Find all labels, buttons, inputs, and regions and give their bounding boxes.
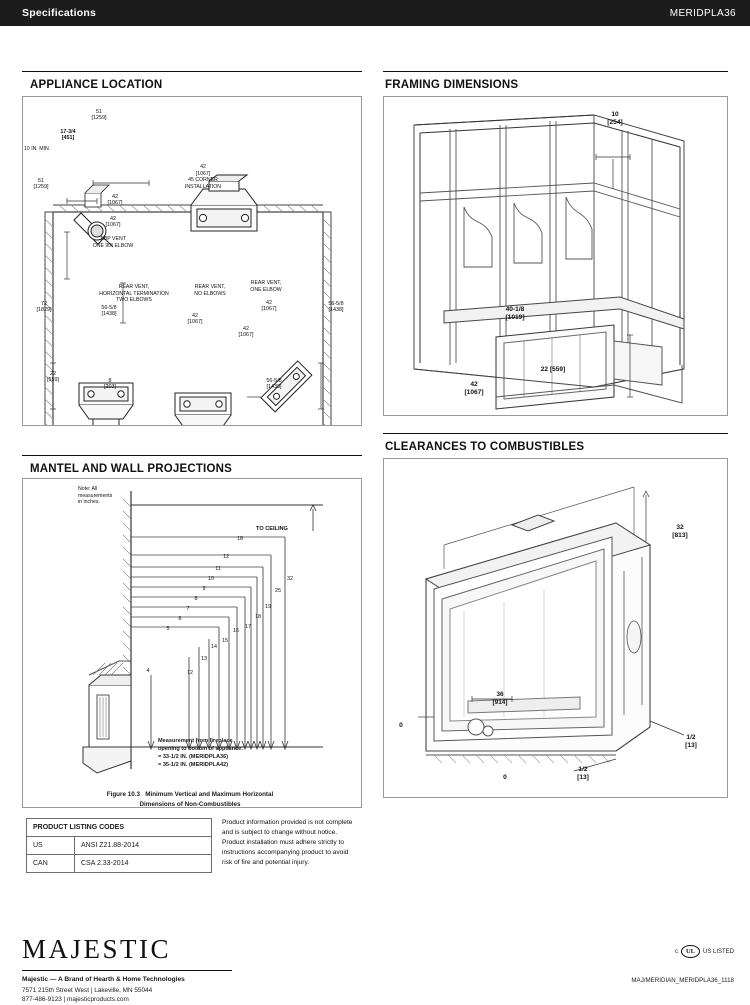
- ul-listing-mark: [675, 945, 734, 958]
- dim-rear-mid-42: 42 [1067]: [187, 313, 203, 326]
- figure-caption-number: Figure 10.3: [106, 791, 140, 799]
- tick-11: 11: [215, 566, 221, 572]
- ul-suffix: US LISTED: [702, 948, 734, 955]
- appliance-location-drawing: [23, 97, 361, 425]
- proj-19: 19: [265, 604, 271, 610]
- dim-clear-bottom-0: 0: [503, 774, 507, 781]
- section-title-appliance-location: APPLIANCE LOCATION: [30, 79, 163, 91]
- dim-framing-40-1-8: 40-1/8 [1019]: [505, 306, 525, 321]
- tick-7: 7: [186, 606, 190, 612]
- brand-address-line-1: 7571 215th Street West | Lakeville, MN 55044: [22, 986, 153, 994]
- dim-bottom-22: 42 [1067]: [238, 326, 254, 339]
- proj-13: 13: [201, 656, 207, 662]
- dim-clear-32: 32 [813]: [672, 524, 688, 539]
- dim-top-17-3-4: 17-3/4 [451]: [60, 129, 76, 142]
- mantel-note-rest: All measurements in inches.: [78, 486, 113, 505]
- brand-divider: [22, 970, 232, 971]
- measurement-note-line-4: = 35-1/2 IN. (MERIDPLA42): [158, 762, 229, 769]
- tick-5: 5: [166, 626, 170, 632]
- proj-12: 12: [187, 670, 193, 676]
- dim-left-56-58: 72 [1829]: [36, 301, 52, 314]
- dim-left-51: 51 [1259]: [33, 178, 49, 191]
- brand-address-line-2: 877-486-9123 | majesticproducts.com: [22, 996, 129, 1004]
- measurement-note: [158, 737, 278, 769]
- header-model: MERIDPLA36: [669, 7, 736, 19]
- cell-region-can: CAN: [27, 855, 75, 873]
- measurement-note-line-1: Measurement from fireplace: [158, 738, 233, 744]
- disclaimer-text: Product information provided is not complete and is subject to change without notice. Product installation must adhere strictly to instructions accompanying product to avoid risk of fire and potential injury.: [222, 819, 353, 866]
- rule-appliance-location: [22, 71, 362, 72]
- measurement-note-line-2: opening to bottom of appliance:: [158, 746, 244, 753]
- brand-subtitle: Majestic — A Brand of Hearth & Home Technologies: [22, 976, 185, 983]
- dim-framing-22: 22 [559]: [540, 366, 566, 373]
- section-title-mantel: MANTEL AND WALL PROJECTIONS: [30, 463, 232, 475]
- proj-16: 16: [233, 628, 239, 634]
- tick-9: 9: [202, 586, 206, 592]
- mantel-note: [78, 486, 134, 506]
- proj-25: 25: [275, 588, 281, 594]
- cell-code-us: ANSI Z21.88-2014: [75, 837, 212, 855]
- table-row: [27, 837, 212, 855]
- tick-18: 18: [237, 536, 243, 542]
- section-title-framing: FRAMING DIMENSIONS: [385, 79, 519, 91]
- note-corner-install: 42 [1067] 45 CORNER INSTALLATION: [184, 164, 222, 190]
- diagram-appliance-location: [22, 96, 362, 426]
- label-10in-min: 10 IN. MIN.: [24, 146, 51, 152]
- dim-clear-bottom-half: 1/2 [13]: [577, 766, 589, 781]
- figure-caption: [40, 781, 340, 809]
- dim-rear-left-42: 56-5/8 [1438]: [101, 305, 117, 318]
- proj-32: 32: [287, 576, 293, 582]
- dim-bottom-left-56-58: 8 [203]: [104, 378, 116, 391]
- page-body: [0, 26, 750, 1004]
- proj-4: 4: [146, 668, 150, 674]
- rule-clearances: [383, 433, 728, 434]
- measurement-note-line-3: = 33-1/2 IN. (MERIDPLA36): [158, 754, 229, 761]
- cell-code-can: CSA 2.33-2014: [75, 855, 212, 873]
- mantel-note-bold: Note:: [78, 486, 91, 492]
- tick-12: 12: [223, 554, 229, 560]
- proj-15: 15: [222, 638, 228, 644]
- rule-mantel: [22, 455, 362, 456]
- cell-region-us: US: [27, 837, 75, 855]
- header-title: Specifications: [22, 7, 96, 19]
- rule-framing: [383, 71, 728, 72]
- note-rear-vent-no-elbows: REAR VENT, NO ELBOWS: [194, 284, 226, 297]
- label-to-ceiling: TO CEILING: [256, 526, 288, 532]
- dim-right-56-58: 56-5/8 [1438]: [328, 301, 344, 314]
- dim-clear-left-0: 0: [399, 722, 403, 729]
- brand-logo-text: MAJESTIC: [22, 934, 172, 964]
- proj-18: 18: [255, 614, 261, 620]
- dim-framing-42: 42 [1067]: [464, 381, 484, 396]
- figure-caption-text: Minimum Vertical and Maximum Horizontal Dimensions of Non-Combustibles: [139, 791, 274, 808]
- note-top-vent: TOP VENT ONE 90º ELBOW: [92, 236, 134, 249]
- table-title: PRODUCT LISTING CODES: [27, 819, 212, 837]
- document-id: MAJ/MERIDIAN_MERIDPLA36_1118: [631, 977, 734, 984]
- table-header-row: [27, 819, 212, 837]
- dim-bottom-8: 22 [559]: [47, 371, 59, 384]
- tick-10: 10: [208, 576, 214, 582]
- dim-framing-top-10: 10 [254]: [607, 111, 623, 126]
- table-row: [27, 855, 212, 873]
- page-header: [0, 0, 750, 26]
- proj-17: 17: [245, 624, 251, 630]
- product-listing-table: [26, 818, 212, 873]
- dim-vent-72: 42 [1067]: [105, 216, 121, 229]
- ul-prefix: c: [674, 948, 678, 955]
- dim-clear-36: 36 [914]: [492, 691, 508, 706]
- dim-rear-right-42: 42 [1067]: [261, 300, 277, 313]
- dim-clear-right-half: 1/2 [13]: [685, 734, 697, 749]
- dim-top-51: 51 [1259]: [91, 109, 107, 122]
- dim-left-diag-42: 42 [1067]: [107, 194, 123, 207]
- note-rear-vent-one-elbow: REAR VENT, ONE ELBOW: [250, 280, 282, 293]
- footer-brand-block: [22, 934, 232, 1005]
- note-rear-vent-horizontal: REAR VENT, HORIZONTAL TERMINATION TWO ELBOWS: [99, 284, 169, 303]
- section-title-clearances: CLEARANCES TO COMBUSTIBLES: [385, 441, 585, 453]
- proj-14: 14: [211, 644, 217, 650]
- tick-6: 6: [178, 616, 182, 622]
- dim-bottom-right-56-58: 56-5/8 [1438]: [266, 378, 282, 391]
- ul-icon: UL: [681, 945, 700, 958]
- tick-8: 8: [194, 596, 198, 602]
